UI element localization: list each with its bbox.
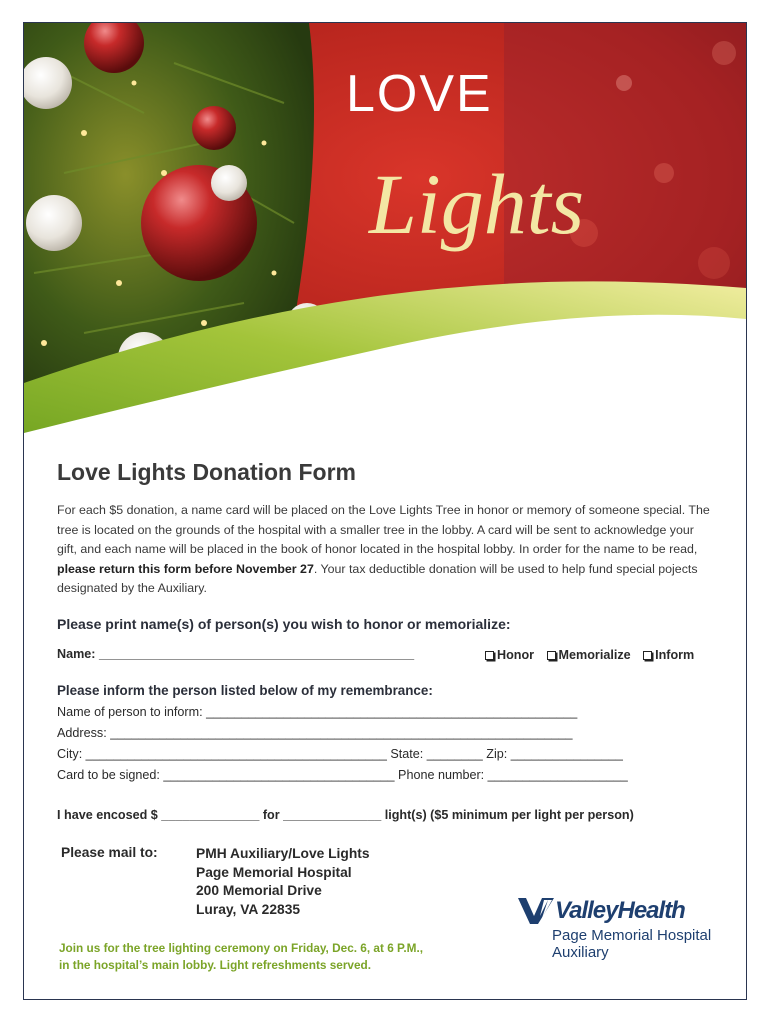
memorialize-checkbox[interactable] xyxy=(547,651,556,660)
mail-address xyxy=(196,845,370,919)
logo-brand-name: ValleyHealth xyxy=(555,897,685,924)
hero-banner xyxy=(24,23,746,463)
event-announcement xyxy=(59,940,423,973)
logo-hospital-name: Page Memorial Hospital xyxy=(552,927,712,944)
memorialize-label: Memorialize xyxy=(558,648,631,662)
hero-title-lights: Lights xyxy=(369,156,585,252)
honor-checkbox[interactable] xyxy=(485,651,494,660)
logo-auxiliary: Auxiliary xyxy=(552,944,609,961)
event-line: Join us for the tree lighting ceremony on Friday, Dec. 6, at 6 P.M., xyxy=(59,941,424,955)
inform-checkbox[interactable] xyxy=(643,651,652,660)
page xyxy=(23,22,747,1000)
hero-title-love: LOVE xyxy=(346,65,493,123)
honor-options xyxy=(485,646,694,664)
memorialize-checkbox-group[interactable] xyxy=(547,646,631,663)
honor-heading: Please print name(s) of person(s) you wish to honor or memorialize: xyxy=(57,616,511,632)
valley-health-logo xyxy=(518,897,738,961)
inform-heading: Please inform the person listed below of my remembrance: xyxy=(57,683,433,698)
intro-paragraph xyxy=(57,501,717,599)
form-title: Love Lights Donation Form xyxy=(57,459,356,485)
honor-label: Honor xyxy=(497,648,535,662)
enclosed-amount-field[interactable]: I have encosed $ ______________ for ______________ light(s) ($5 minimum per light per person) xyxy=(57,808,634,822)
intro-text-1: For each $5 donation, a name card will be placed on the Love Lights Tree in honor or memory of someone special. The tree is located on the grounds of the hospital with a smaller tree in the lobby. A card will be sent to acknowledge your gift, and each name will be placed in the book of honor located in the hospital lobby. In order for the name to be read, xyxy=(57,503,710,557)
honoree-name-field[interactable]: Name: _____________________________________________ xyxy=(57,647,415,661)
event-line: in the hospital’s main lobby. Light refreshments served. xyxy=(59,957,372,972)
mail-address-line: Luray, VA 22835 xyxy=(196,901,301,917)
address-field[interactable]: Address: __________________________________________________________________ xyxy=(57,726,573,740)
hero-artwork xyxy=(24,23,746,463)
mail-address-line: Page Memorial Hospital xyxy=(196,864,352,880)
mail-address-line: 200 Memorial Drive xyxy=(196,883,322,899)
inform-label: Inform xyxy=(655,648,695,662)
mail-address-line: PMH Auxiliary/Love Lights xyxy=(196,846,370,861)
logo-mark-row xyxy=(518,897,738,925)
inform-name-field[interactable]: Name of person to inform: _____________________________________________________ xyxy=(57,705,578,719)
card-phone-field[interactable]: Card to be signed: _________________________________ Phone number: ____________________ xyxy=(57,768,628,782)
city-state-zip-field[interactable]: City: ___________________________________________ State: ________ Zip: ________________ xyxy=(57,747,623,761)
intro-text-2: . Your tax deductible donation will be used to help fund special pojects designated by the Auxiliary. xyxy=(57,561,698,596)
valley-health-v-icon xyxy=(518,898,554,924)
honor-checkbox-group[interactable] xyxy=(485,646,534,663)
mail-to-label: Please mail to: xyxy=(61,845,158,860)
inform-checkbox-group[interactable] xyxy=(643,646,694,663)
intro-deadline: please return this form before November 27 xyxy=(57,561,314,576)
